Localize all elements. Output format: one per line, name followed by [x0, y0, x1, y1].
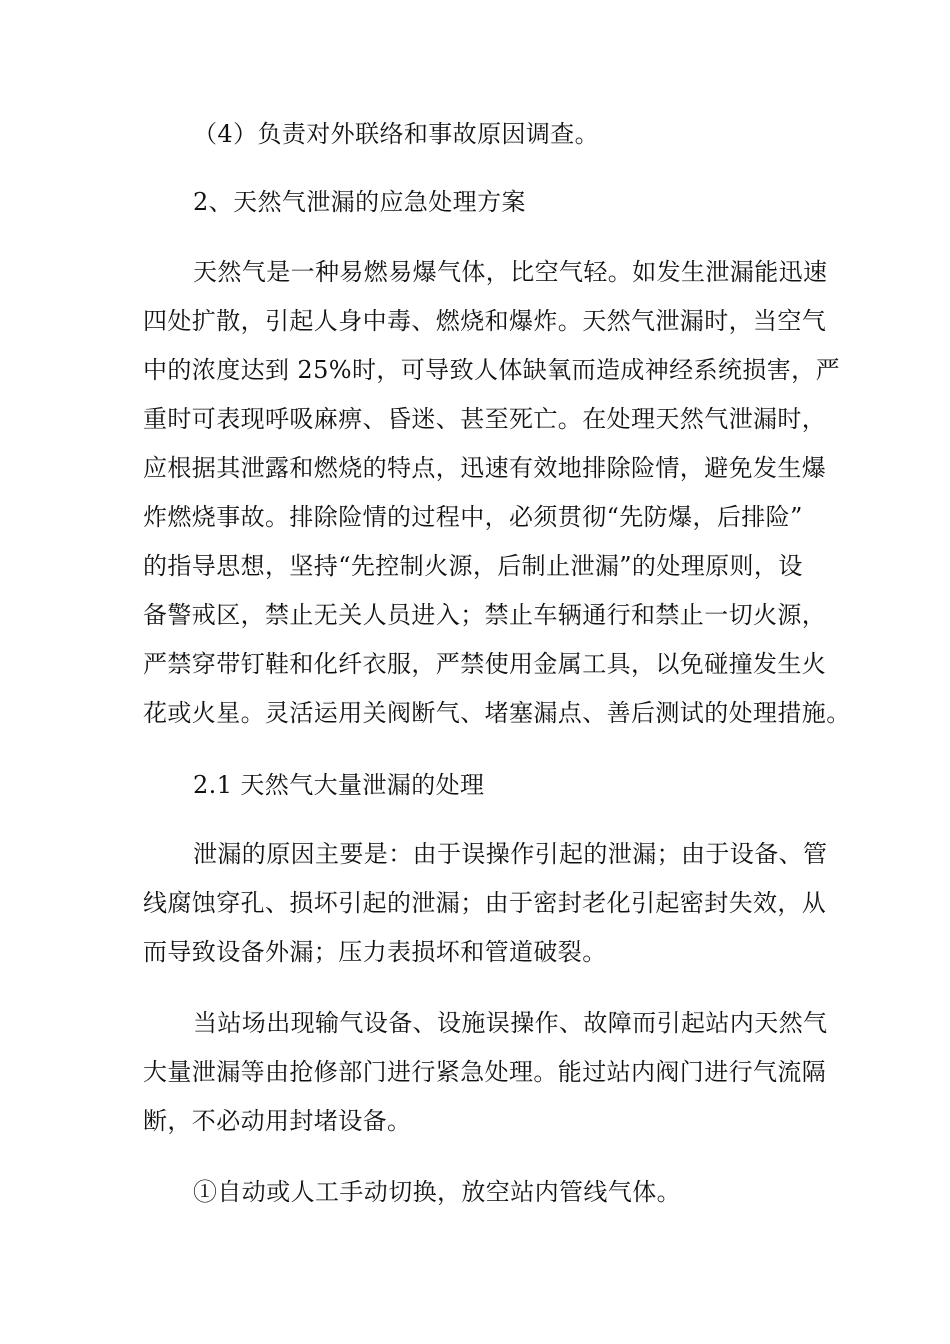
list-item-circled-1: ①自动或人工手动切换，放空站内管线气体。: [193, 1178, 681, 1206]
paragraph-line: 泄漏的原因主要是：由于误操作引起的泄漏；由于设备、管: [193, 840, 828, 868]
paragraph-line: 严禁穿带钉鞋和化纤衣服，严禁使用金属工具，以免碰撞发生火: [143, 650, 827, 678]
paragraph-line: 重时可表现呼吸麻痹、昏迷、甚至死亡。在处理天然气泄漏时，: [143, 405, 827, 433]
paragraph-line: 备警戒区，禁止无关人员进入；禁止车辆通行和禁止一切火源，: [143, 601, 827, 629]
paragraph-line: 当站场出现输气设备、设施误操作、故障而引起站内天然气: [193, 1009, 828, 1037]
paragraph-line: 应根据其泄露和燃烧的特点，迅速有效地排除险情，避免发生爆: [143, 454, 827, 482]
paragraph-line: 花或火星。灵活运用关阀断气、堵塞漏点、善后测试的处理措施。: [143, 699, 851, 727]
paragraph-line: 断，不必动用封堵设备。: [143, 1107, 412, 1135]
paragraph-line: 天然气是一种易燃易爆气体，比空气轻。如发生泄漏能迅速: [193, 258, 828, 286]
list-item-4: （4）负责对外联络和事故原因调查。: [193, 120, 600, 148]
section-heading-2-1: 2.1 天然气大量泄漏的处理: [193, 771, 485, 799]
paragraph-line: 的指导思想，坚持“先控制火源，后制止泄漏”的处理原则，设: [143, 552, 803, 580]
paragraph-line: 大量泄漏等由抢修部门进行紧急处理。能过站内阀门进行气流隔: [143, 1058, 827, 1086]
paragraph-line: 四处扩散，引起人身中毒、燃烧和爆炸。天然气泄漏时，当空气: [143, 307, 827, 335]
paragraph-line: 中的浓度达到 25%时，可导致人体缺氧而造成神经系统损害，严: [143, 356, 840, 384]
paragraph-line: 炸燃烧事故。排除险情的过程中，必须贯彻“先防爆，后排险”: [143, 503, 803, 531]
paragraph-line: 而导致设备外漏；压力表损坏和管道破裂。: [143, 938, 607, 966]
paragraph-line: 线腐蚀穿孔、损坏引起的泄漏；由于密封老化引起密封失效，从: [143, 889, 827, 917]
section-heading-2: 2、天然气泄漏的应急处理方案: [193, 188, 526, 216]
